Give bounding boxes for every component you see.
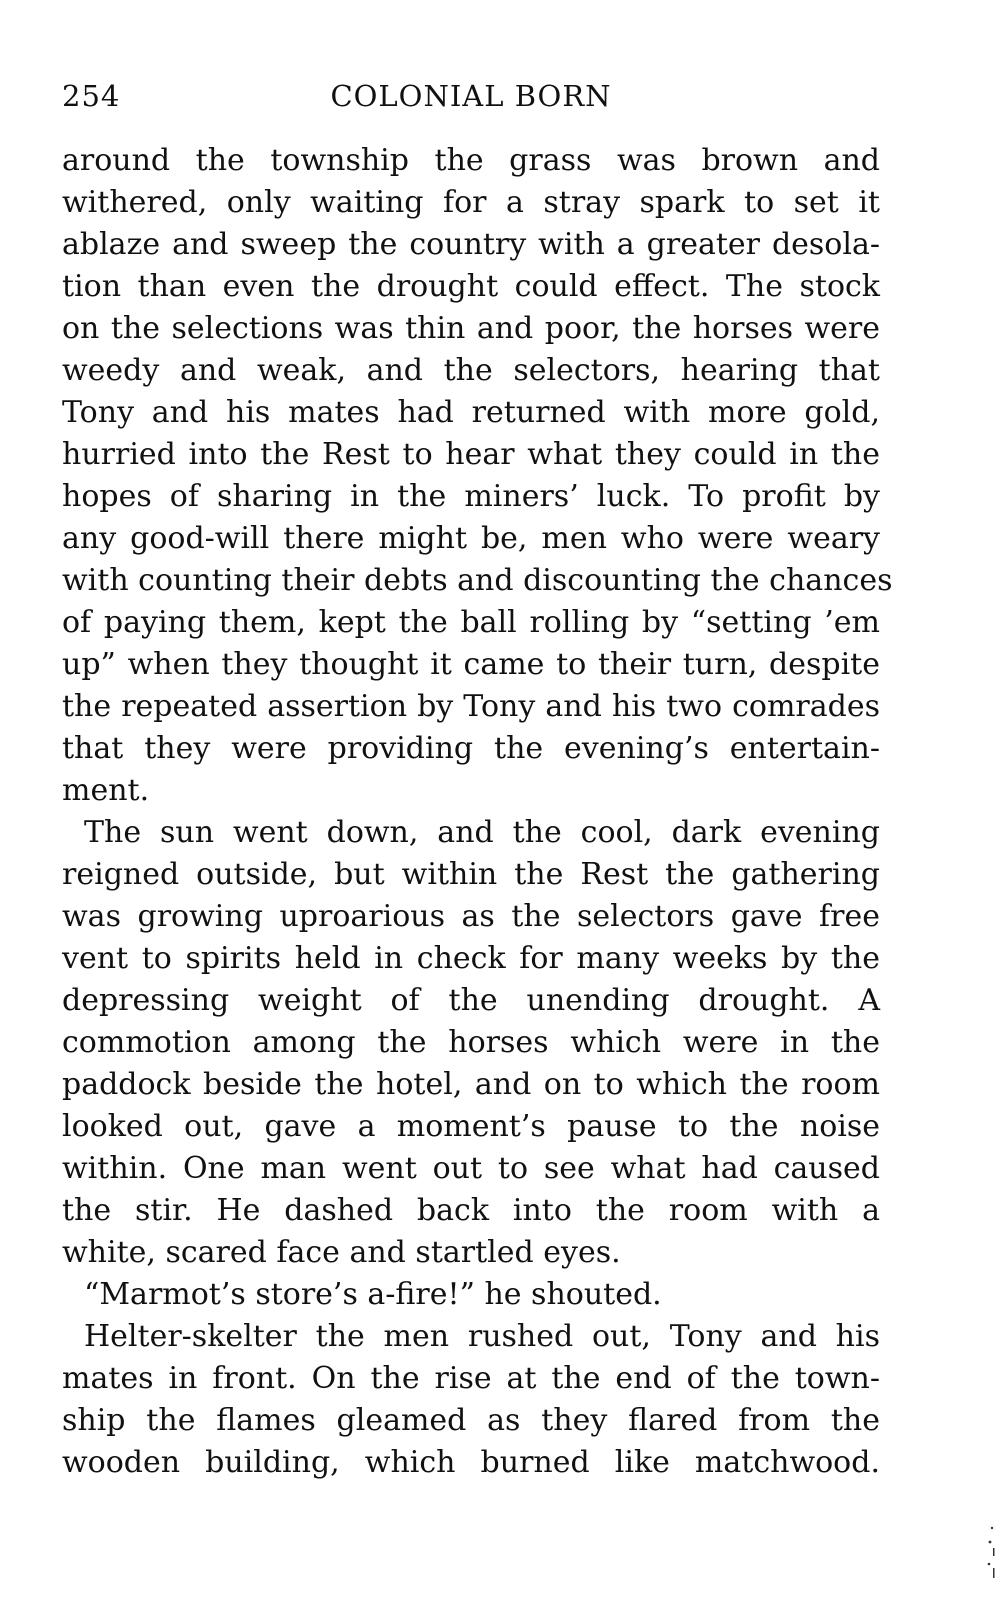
- text-line: within. One man went out to see what had caused: [62, 1151, 880, 1186]
- text-line: wooden building, which burned like matchwood.: [62, 1445, 880, 1480]
- text-line: Helter-skelter the men rushed out, Tony and his: [84, 1319, 880, 1354]
- text-line: The sun went down, and the cool, dark evening: [84, 815, 880, 850]
- body-text: [62, 140, 893, 1484]
- page-number: 254: [62, 79, 121, 113]
- scan-edge-artifact: [986, 1522, 996, 1584]
- text-line: mates in front. On the rise at the end of the town-: [62, 1361, 880, 1396]
- text-line: the stir. He dashed back into the room with a: [62, 1193, 880, 1228]
- text-line: tion than even the drought could effect. The stock: [62, 269, 880, 304]
- text-line: up” when they thought it came to their turn, despite: [62, 647, 880, 682]
- text-line: around the township the grass was brown and: [62, 143, 880, 178]
- text-line: commotion among the horses which were in the: [62, 1025, 880, 1060]
- text-line: reigned outside, but within the Rest the gathering: [62, 857, 880, 892]
- text-line: “Marmot’s store’s a-fire!” he shouted.: [84, 1277, 662, 1312]
- text-line: was growing uproarious as the selectors gave free: [62, 899, 880, 934]
- text-line: ship the flames gleamed as they flared from the: [62, 1403, 880, 1438]
- text-line: any good-will there might be, men who were weary: [62, 521, 880, 556]
- text-line: looked out, gave a moment’s pause to the noise: [62, 1109, 880, 1144]
- text-line: that they were providing the evening’s entertain-: [62, 731, 880, 766]
- text-line: paddock beside the hotel, and on to which the room: [62, 1067, 880, 1102]
- scan-speck-icon: [986, 1522, 996, 1582]
- text-line: weedy and weak, and the selectors, hearing that: [62, 353, 880, 388]
- text-line: hopes of sharing in the miners’ luck. To profit by: [62, 479, 880, 514]
- text-line: ablaze and sweep the country with a greater desola-: [62, 227, 880, 262]
- text-line: the repeated assertion by Tony and his two comrades: [62, 689, 880, 724]
- text-line: depressing weight of the unending drought. A: [62, 983, 880, 1018]
- text-line: white, scared face and startled eyes.: [62, 1235, 621, 1270]
- text-line: withered, only waiting for a stray spark to set it: [62, 185, 880, 220]
- text-line: hurried into the Rest to hear what they could in the: [62, 437, 880, 472]
- text-line: of paying them, kept the ball rolling by “setting ’em: [62, 605, 880, 640]
- running-head: [62, 76, 880, 116]
- text-line: with counting their debts and discounting the chances: [62, 563, 893, 598]
- text-line: Tony and his mates had returned with more gold,: [62, 395, 880, 430]
- running-title: COLONIAL BORN: [330, 79, 612, 113]
- text-line: ment.: [62, 773, 150, 808]
- text-line: on the selections was thin and poor, the horses were: [62, 311, 880, 346]
- text-line: vent to spirits held in check for many weeks by the: [62, 941, 880, 976]
